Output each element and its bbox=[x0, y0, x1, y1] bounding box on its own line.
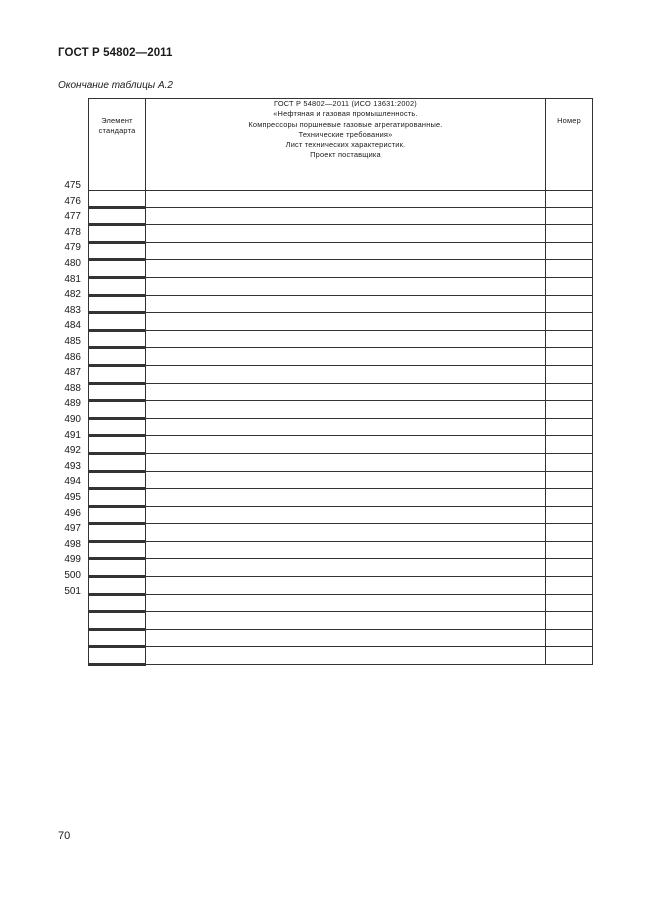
table-row bbox=[89, 612, 593, 630]
table-row bbox=[89, 225, 593, 243]
table-row bbox=[89, 647, 593, 665]
cell-value[interactable] bbox=[146, 418, 546, 436]
cell-value[interactable] bbox=[146, 647, 546, 665]
cell-value[interactable] bbox=[146, 242, 546, 260]
row-number-label: 483 bbox=[64, 304, 81, 316]
cell-value[interactable] bbox=[146, 207, 546, 225]
row-number-label: 492 bbox=[64, 445, 81, 457]
cell-number[interactable] bbox=[546, 401, 593, 419]
row-number-label: 490 bbox=[64, 414, 81, 425]
cell-element[interactable] bbox=[89, 260, 146, 278]
row-number-label: 475 bbox=[64, 180, 81, 191]
cell-number[interactable] bbox=[546, 524, 593, 542]
row-number-label: 488 bbox=[64, 382, 81, 394]
row-number-label: 489 bbox=[64, 398, 81, 410]
cell-element[interactable] bbox=[89, 383, 146, 401]
cell-value[interactable] bbox=[146, 612, 546, 630]
row-number-label: 500 bbox=[64, 570, 81, 581]
cell-number[interactable] bbox=[546, 594, 593, 612]
cell-value[interactable] bbox=[146, 225, 546, 243]
row-number-label: 485 bbox=[64, 336, 81, 347]
cell-element[interactable] bbox=[89, 225, 146, 243]
cell-value[interactable] bbox=[146, 594, 546, 612]
cell-value[interactable] bbox=[146, 471, 546, 489]
header-standard-title bbox=[146, 99, 546, 191]
cell-value[interactable] bbox=[146, 541, 546, 559]
cell-number[interactable] bbox=[546, 436, 593, 454]
row-number-label: 493 bbox=[64, 460, 81, 472]
cell-value[interactable] bbox=[146, 277, 546, 295]
header-element-line-2: стандарта bbox=[98, 126, 136, 136]
cell-value[interactable] bbox=[146, 191, 546, 208]
cell-number[interactable] bbox=[546, 418, 593, 436]
cell-number[interactable] bbox=[546, 612, 593, 630]
row-number-label: 498 bbox=[64, 538, 81, 550]
cell-element[interactable] bbox=[89, 295, 146, 313]
row-number-label: 497 bbox=[64, 523, 81, 535]
cell-element[interactable] bbox=[89, 453, 146, 471]
row-number-label: 476 bbox=[64, 195, 81, 207]
row-number-label: 481 bbox=[64, 273, 81, 285]
cell-element[interactable] bbox=[89, 647, 146, 665]
cell-number[interactable] bbox=[546, 313, 593, 331]
cell-value[interactable] bbox=[146, 489, 546, 507]
cell-element[interactable] bbox=[89, 629, 146, 647]
table-row bbox=[89, 260, 593, 278]
table-row bbox=[89, 401, 593, 419]
cell-number[interactable] bbox=[546, 242, 593, 260]
cell-element[interactable] bbox=[89, 365, 146, 383]
row-number-label: 480 bbox=[64, 258, 81, 269]
table-row bbox=[89, 577, 593, 595]
row-number-label: 482 bbox=[64, 289, 81, 301]
cell-number[interactable] bbox=[546, 541, 593, 559]
cell-value[interactable] bbox=[146, 577, 546, 595]
cell-value[interactable] bbox=[146, 629, 546, 647]
cell-element[interactable] bbox=[89, 541, 146, 559]
header-title-line-1: ГОСТ Р 54802—2011 (ИСО 13631:2002) bbox=[274, 99, 417, 108]
cell-number[interactable] bbox=[546, 348, 593, 366]
table-row bbox=[89, 207, 593, 225]
table-row bbox=[89, 330, 593, 348]
technical-specs-table bbox=[88, 98, 593, 666]
cell-element[interactable] bbox=[89, 330, 146, 348]
table-row bbox=[89, 348, 593, 366]
cell-element[interactable] bbox=[89, 489, 146, 507]
cell-value[interactable] bbox=[146, 260, 546, 278]
row-number-label: 494 bbox=[64, 476, 81, 488]
cell-value[interactable] bbox=[146, 330, 546, 348]
table-body bbox=[89, 191, 593, 665]
table-row bbox=[89, 471, 593, 489]
cell-value[interactable] bbox=[146, 348, 546, 366]
row-number-label: 501 bbox=[64, 585, 81, 597]
row-number-label: 487 bbox=[64, 367, 81, 379]
cell-element[interactable] bbox=[89, 418, 146, 436]
table-row bbox=[89, 594, 593, 612]
cell-number[interactable] bbox=[546, 506, 593, 524]
cell-value[interactable] bbox=[146, 559, 546, 577]
table-row bbox=[89, 295, 593, 313]
cell-element[interactable] bbox=[89, 401, 146, 419]
cell-number[interactable] bbox=[546, 453, 593, 471]
cell-value[interactable] bbox=[146, 295, 546, 313]
cell-value[interactable] bbox=[146, 436, 546, 454]
table-row bbox=[89, 489, 593, 507]
cell-element[interactable] bbox=[89, 242, 146, 260]
cell-number[interactable] bbox=[546, 330, 593, 348]
row-number-label: 495 bbox=[64, 492, 81, 503]
cell-element[interactable] bbox=[89, 524, 146, 542]
header-title-line-3: Компрессоры поршневые газовые агрегатированные. bbox=[248, 119, 443, 129]
header-element-line-1: Элемент bbox=[101, 116, 133, 125]
table-row bbox=[89, 383, 593, 401]
document-standard-code: ГОСТ Р 54802—2011 bbox=[58, 47, 173, 59]
header-title-line-6: Проект поставщика bbox=[310, 150, 381, 160]
table-row bbox=[89, 242, 593, 260]
header-title-line-4: Технические требования» bbox=[298, 129, 393, 139]
cell-element[interactable] bbox=[89, 577, 146, 595]
cell-element[interactable] bbox=[89, 313, 146, 331]
cell-value[interactable] bbox=[146, 453, 546, 471]
cell-number[interactable] bbox=[546, 225, 593, 243]
table-row bbox=[89, 191, 593, 208]
cell-element[interactable] bbox=[89, 559, 146, 577]
row-number-label: 477 bbox=[64, 211, 81, 223]
cell-number[interactable] bbox=[546, 559, 593, 577]
header-element-of-standard bbox=[89, 99, 146, 191]
cell-element[interactable] bbox=[89, 594, 146, 612]
cell-value[interactable] bbox=[146, 506, 546, 524]
cell-number[interactable] bbox=[546, 295, 593, 313]
row-number-label: 484 bbox=[64, 320, 81, 332]
table-row bbox=[89, 541, 593, 559]
cell-number[interactable] bbox=[546, 489, 593, 507]
cell-value[interactable] bbox=[146, 313, 546, 331]
cell-value[interactable] bbox=[146, 524, 546, 542]
cell-number[interactable] bbox=[546, 629, 593, 647]
header-number: Номер bbox=[546, 99, 593, 191]
table-row bbox=[89, 559, 593, 577]
table-row bbox=[89, 365, 593, 383]
row-number-label: 479 bbox=[64, 242, 81, 254]
table-row bbox=[89, 524, 593, 542]
cell-number[interactable] bbox=[546, 365, 593, 383]
cell-element[interactable] bbox=[89, 277, 146, 295]
cell-number[interactable] bbox=[546, 260, 593, 278]
table-caption: Окончание таблицы А.2 bbox=[58, 80, 173, 91]
header-title-line-2: «Нефтяная и газовая промышленность. bbox=[273, 109, 418, 119]
cell-element[interactable] bbox=[89, 207, 146, 225]
cell-element[interactable] bbox=[89, 471, 146, 489]
table-row bbox=[89, 277, 593, 295]
cell-element[interactable] bbox=[89, 191, 146, 208]
cell-element[interactable] bbox=[89, 348, 146, 366]
cell-value[interactable] bbox=[146, 365, 546, 383]
cell-value[interactable] bbox=[146, 401, 546, 419]
table-row bbox=[89, 436, 593, 454]
table-row bbox=[89, 418, 593, 436]
cell-element[interactable] bbox=[89, 612, 146, 630]
table-row bbox=[89, 313, 593, 331]
row-number-label: 478 bbox=[64, 226, 81, 238]
cell-element[interactable] bbox=[89, 506, 146, 524]
row-number-label: 499 bbox=[64, 554, 81, 566]
cell-number[interactable] bbox=[546, 647, 593, 665]
header-title-line-5: Лист технических характеристик. bbox=[285, 140, 406, 150]
cell-number[interactable] bbox=[546, 191, 593, 208]
row-number-label: 486 bbox=[64, 351, 81, 363]
cell-value[interactable] bbox=[146, 383, 546, 401]
row-number-label: 496 bbox=[64, 507, 81, 519]
table-row bbox=[89, 506, 593, 524]
page-number: 70 bbox=[58, 830, 71, 842]
cell-element[interactable] bbox=[89, 436, 146, 454]
cell-number[interactable] bbox=[546, 207, 593, 225]
cell-number[interactable] bbox=[546, 471, 593, 489]
table-row bbox=[89, 453, 593, 471]
table-row bbox=[89, 629, 593, 647]
cell-number[interactable] bbox=[546, 277, 593, 295]
cell-number[interactable] bbox=[546, 383, 593, 401]
row-number-label: 491 bbox=[64, 429, 81, 441]
cell-number[interactable] bbox=[546, 577, 593, 595]
table-header-row bbox=[89, 99, 593, 191]
